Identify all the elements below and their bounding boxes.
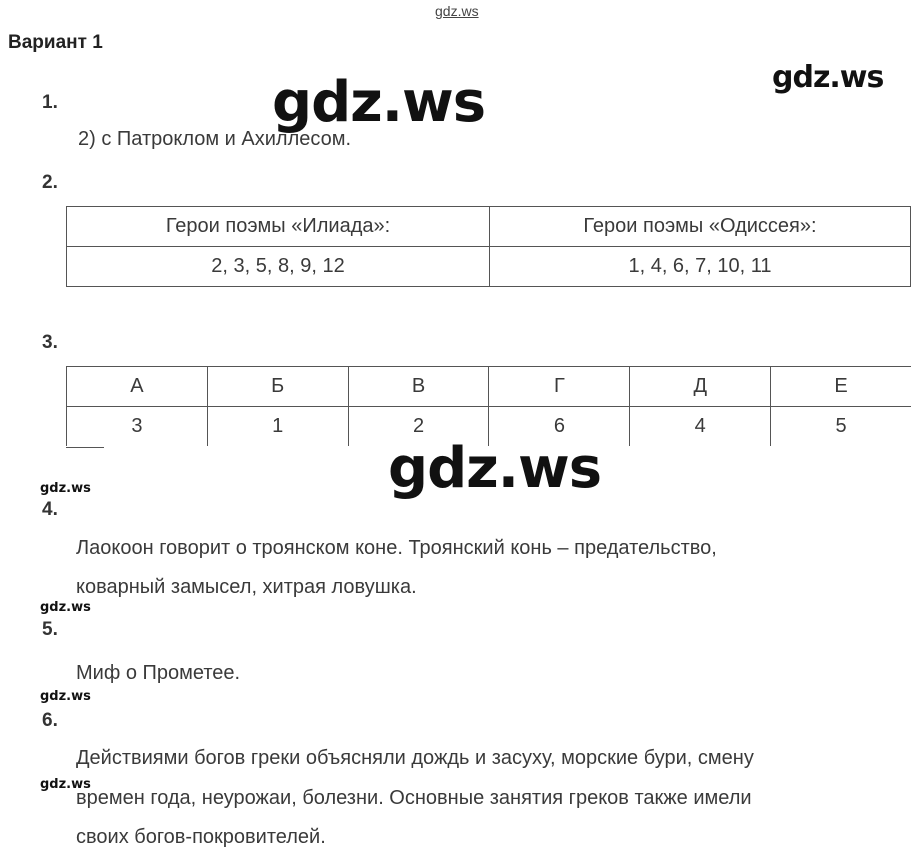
value-d: 4 — [630, 407, 771, 447]
question-6-line-1: Действиями богов греки объясняли дождь и засуху, морские бури, смену — [76, 747, 754, 769]
question-5-answer: Миф о Прометее. — [76, 662, 241, 684]
question-6-line-3: своих богов-покровителей. — [76, 826, 326, 848]
watermark-top: gdz.ws — [435, 3, 479, 19]
question-1-number: 1. — [42, 92, 58, 113]
letter-b: Б — [207, 367, 348, 407]
value-v: 2 — [348, 407, 489, 447]
watermark-big-2: gdz.ws — [388, 436, 602, 501]
watermark-small-3: gdz.ws — [40, 689, 91, 704]
value-g: 6 — [489, 407, 630, 447]
watermark-right: gdz.ws — [772, 60, 884, 95]
letter-e: Е — [771, 367, 911, 407]
table-row — [67, 407, 912, 447]
watermark-small-1: gdz.ws — [40, 481, 91, 496]
question-1-answer: 2) с Патроклом и Ахиллесом. — [78, 128, 352, 150]
value-a: 3 — [67, 407, 208, 447]
odyssey-header: Герои поэмы «Одиссея»: — [490, 207, 911, 247]
table-header-row — [67, 207, 911, 247]
iliad-heroes: 2, 3, 5, 8, 9, 12 — [67, 247, 490, 287]
question-3-number: 3. — [42, 332, 58, 353]
table-row — [67, 247, 911, 287]
table-header-row — [67, 367, 912, 407]
matching-table — [66, 366, 911, 446]
question-6-line-2: времен года, неурожаи, болезни. Основные занятия греков также имели — [76, 787, 752, 809]
question-4-number: 4. — [42, 499, 58, 520]
letter-v: В — [348, 367, 489, 407]
variant-title: Вариант 1 — [8, 32, 103, 53]
value-e: 5 — [771, 407, 911, 447]
heroes-table — [66, 206, 911, 287]
question-5-number: 5. — [42, 619, 58, 640]
question-4-line-1: Лаокоон говорит о троянском коне. Троянский конь – предательство, — [76, 537, 717, 559]
watermark-big-1: gdz.ws — [272, 70, 486, 135]
odyssey-heroes: 1, 4, 6, 7, 10, 11 — [490, 247, 911, 287]
letter-a: А — [67, 367, 208, 407]
letter-d: Д — [630, 367, 771, 407]
question-4-line-2: коварный замысел, хитрая ловушка. — [76, 576, 417, 598]
question-6-number: 6. — [42, 710, 58, 731]
watermark-small-4: gdz.ws — [40, 777, 91, 792]
iliad-header: Герои поэмы «Илиада»: — [67, 207, 490, 247]
watermark-small-2: gdz.ws — [40, 600, 91, 615]
table-bottom-stub — [66, 447, 104, 448]
letter-g: Г — [489, 367, 630, 407]
question-2-number: 2. — [42, 172, 58, 193]
value-b: 1 — [207, 407, 348, 447]
